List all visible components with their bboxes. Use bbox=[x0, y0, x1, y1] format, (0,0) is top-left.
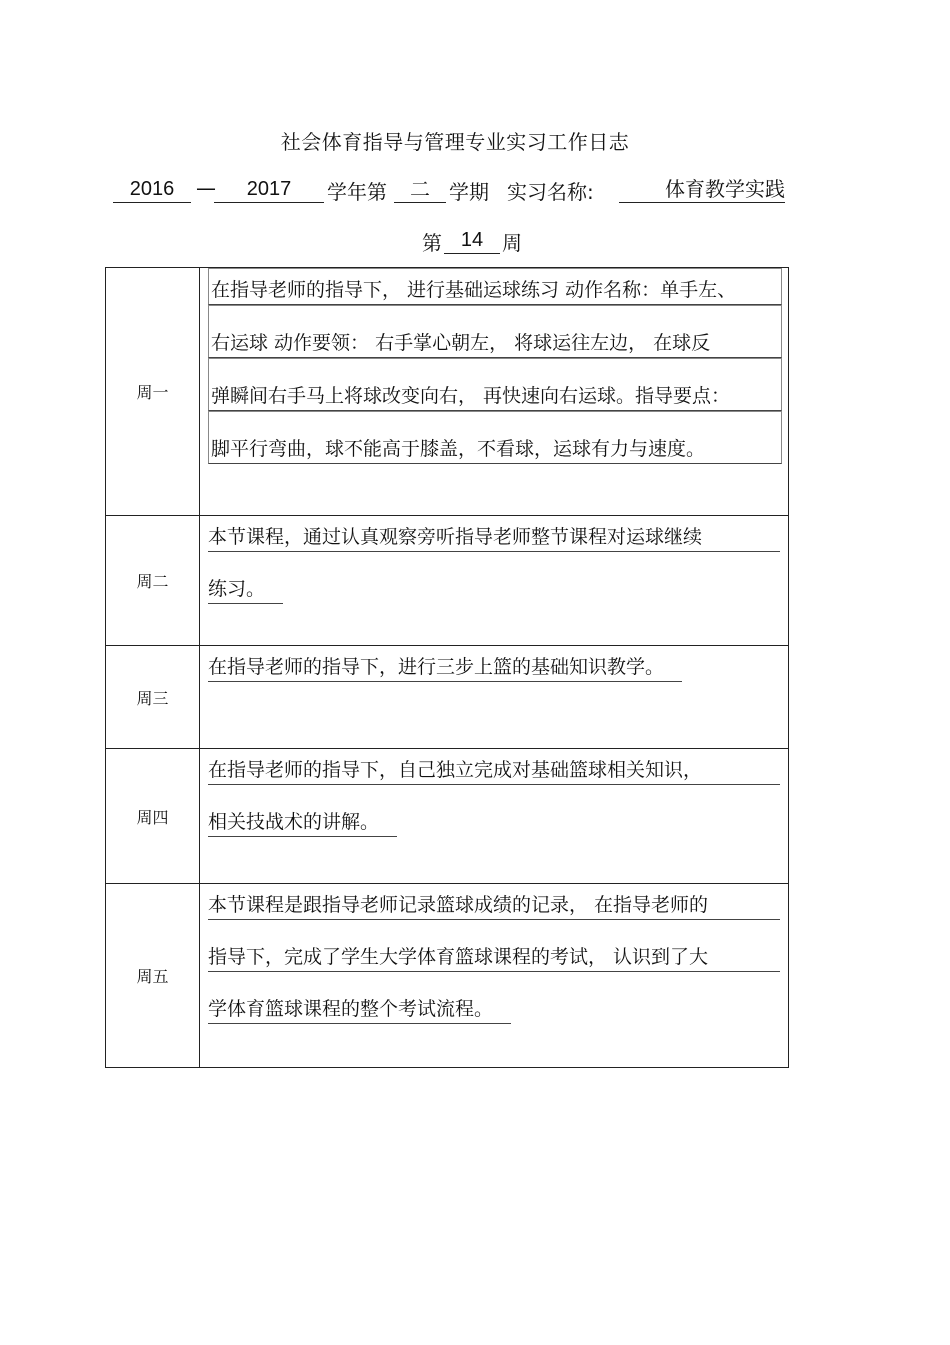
log-row bbox=[106, 884, 789, 1068]
day-label: 周三 bbox=[106, 646, 200, 749]
log-table bbox=[105, 267, 789, 1068]
week-row bbox=[0, 227, 950, 259]
content-line-wrap bbox=[208, 972, 780, 1028]
year-start: 2016 bbox=[113, 176, 191, 203]
content-line-wrap bbox=[208, 268, 780, 305]
content-line: 在指导老师的指导下， 进行基础运球练习 动作名称：单手左、 bbox=[208, 268, 782, 305]
week-number: 14 bbox=[444, 227, 500, 254]
day-content bbox=[200, 749, 789, 884]
log-row bbox=[106, 749, 789, 884]
year-label: 学年第 bbox=[327, 180, 387, 204]
week-prefix: 第 bbox=[422, 231, 442, 255]
year-end: 2017 bbox=[214, 176, 324, 203]
day-label: 周五 bbox=[106, 884, 200, 1068]
log-row bbox=[106, 646, 789, 749]
content-line: 练习。 bbox=[208, 552, 283, 604]
content-line-wrap bbox=[208, 920, 780, 972]
log-row bbox=[106, 268, 789, 516]
semester-label: 学期 bbox=[449, 180, 489, 204]
content-line: 本节课程是跟指导老师记录篮球成绩的记录， 在指导老师的 bbox=[208, 884, 780, 920]
content-line-wrap bbox=[208, 552, 780, 608]
practice-label: 实习名称: bbox=[507, 180, 594, 204]
content-line: 脚平行弯曲，球不能高于膝盖，不看球，运球有力与速度。 bbox=[208, 411, 782, 464]
content-line: 在指导老师的指导下，自己独立完成对基础篮球相关知识， bbox=[208, 749, 780, 785]
day-content bbox=[200, 516, 789, 646]
semester-value: 二 bbox=[394, 176, 446, 203]
week-suffix: 周 bbox=[502, 231, 522, 255]
content-line: 指导下，完成了学生大学体育篮球课程的考试， 认识到了大 bbox=[208, 920, 780, 972]
content-line: 在指导老师的指导下，进行三步上篮的基础知识教学。 bbox=[208, 646, 682, 682]
content-line-wrap bbox=[208, 785, 780, 841]
day-label: 周一 bbox=[106, 268, 200, 516]
practice-name: 体育教学实践 bbox=[619, 176, 785, 203]
content-line-wrap bbox=[208, 646, 780, 686]
content-line: 学体育篮球课程的整个考试流程。 bbox=[208, 972, 511, 1024]
content-line: 相关技战术的讲解。 bbox=[208, 785, 397, 837]
content-line-wrap bbox=[208, 749, 780, 785]
day-label: 周二 bbox=[106, 516, 200, 646]
content-line-wrap bbox=[208, 411, 780, 464]
content-line-wrap bbox=[208, 884, 780, 920]
content-line-wrap bbox=[208, 358, 780, 411]
day-label: 周四 bbox=[106, 749, 200, 884]
document-title: 社会体育指导与管理专业实习工作日志 bbox=[280, 130, 630, 154]
content-line: 本节课程，通过认真观察旁听指导老师整节课程对运球继续 bbox=[208, 516, 780, 552]
content-line-wrap bbox=[208, 305, 780, 358]
log-row bbox=[106, 516, 789, 646]
day-content bbox=[200, 268, 789, 516]
content-line-wrap bbox=[208, 516, 780, 552]
meta-row bbox=[0, 176, 950, 208]
content-line: 右运球 动作要领： 右手掌心朝左， 将球运往左边， 在球反 bbox=[208, 305, 782, 358]
year-dash: — bbox=[196, 176, 216, 200]
day-content bbox=[200, 884, 789, 1068]
content-line: 弹瞬间右手马上将球改变向右， 再快速向右运球。指导要点： bbox=[208, 358, 782, 411]
day-content bbox=[200, 646, 789, 749]
